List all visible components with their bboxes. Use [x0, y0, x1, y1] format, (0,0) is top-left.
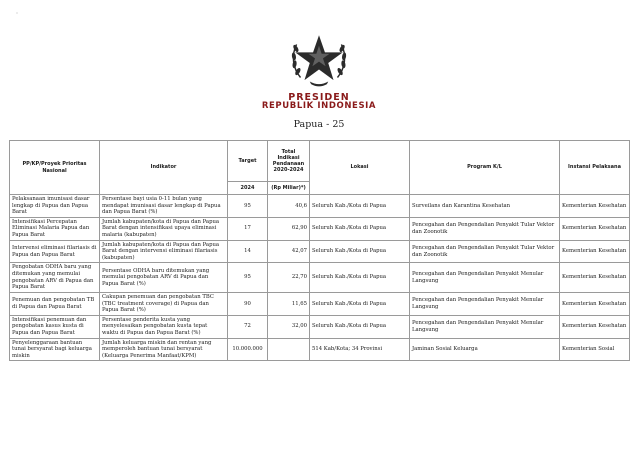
cell-program: Penyelenggaraan bantuan tunai bersyarat bagi keluarga miskin [10, 338, 100, 361]
subheader-pendanaan-unit: (Rp Miliar)*) [268, 182, 310, 195]
column-header-pendanaan: Total Indikasi Pendanaan 2020-2024 [268, 141, 310, 182]
cell-program-kl: Pencegahan dan Pengendalian Penyakit Menular Langsung [410, 315, 560, 338]
cell-program: Penemuan dan pengobatan TB di Papua dan Papua Barat [10, 292, 100, 315]
cell-target: 10.000.000 [228, 338, 268, 361]
cell-lokasi: 514 Kab/Kota; 34 Provinsi [310, 338, 410, 361]
cell-program-kl: Pencegahan dan Pengendalian Penyakit Menular Langsung [410, 263, 560, 292]
cell-instansi: Kementerian Kesehatan [560, 292, 630, 315]
cell-target: 14 [228, 240, 268, 263]
cell-indikator: Persentase bayi usia 0-11 bulan yang mendapat imunisasi dasar lengkap di Papua dan Papua Barat (%) [100, 195, 228, 218]
cell-program-kl: Jaminan Sosial Keluarga [410, 338, 560, 361]
cell-pendanaan [268, 338, 310, 361]
table-row [10, 315, 630, 338]
cell-lokasi: Seluruh Kab./Kota di Papua [310, 315, 410, 338]
table-row [10, 240, 630, 263]
column-header-instansi: Instansi Pelaksana [560, 141, 630, 195]
cell-target: 95 [228, 263, 268, 292]
table-header-row [10, 141, 630, 182]
cell-program: Intensifikasi penemuan dan pengobatan kasus kusta di Papua dan Papua Barat [10, 315, 100, 338]
cell-pendanaan: 62,90 [268, 217, 310, 240]
cell-lokasi: Seluruh Kab./Kota di Papua [310, 217, 410, 240]
table-row [10, 217, 630, 240]
brand-subtitle: REPUBLIK INDONESIA [261, 101, 377, 111]
cell-lokasi: Seluruh Kab./Kota di Papua [310, 195, 410, 218]
cell-indikator: Jumlah keluarga miskin dan rentan yang memperoleh bantuan tunai bersyarat (Keluarga Penerima Manfaat/KPM) [100, 338, 228, 361]
cell-indikator: Cakupan penemuan dan pengobatan TBC (TBC treatment coverage) di Papua dan Papua Barat (%) [100, 292, 228, 315]
cell-program-kl: Pencegahan dan Pengendalian Penyakit Tular Vektor dan Zoonotik [410, 217, 560, 240]
cell-lokasi: Seluruh Kab./Kota di Papua [310, 240, 410, 263]
cell-program-kl: Pencegahan dan Pengendalian Penyakit Menular Langsung [410, 292, 560, 315]
column-header-indikator: Indikator [100, 141, 228, 195]
priority-program-table [9, 140, 630, 361]
cell-program: Pengobatan ODHA baru yang ditemukan yang memulai pengobatan ARV di Papua dan Papua Barat [10, 263, 100, 292]
cell-target: 17 [228, 217, 268, 240]
cell-instansi: Kementerian Sosial [560, 338, 630, 361]
column-header-program: PP/KP/Proyek Prioritas Nasional [10, 141, 100, 195]
table-row [10, 263, 630, 292]
cell-instansi: Kementerian Kesehatan [560, 263, 630, 292]
cell-instansi: Kementerian Kesehatan [560, 315, 630, 338]
cell-target: 72 [228, 315, 268, 338]
garuda-star-emblem-icon [285, 26, 353, 92]
cell-target: 90 [228, 292, 268, 315]
subheader-target-year: 2024 [228, 182, 268, 195]
cell-target: 95 [228, 195, 268, 218]
cell-pendanaan: 22,70 [268, 263, 310, 292]
table-row [10, 292, 630, 315]
brand-title: PRESIDEN [288, 92, 350, 103]
column-header-target: Target [228, 141, 268, 182]
cell-instansi: Kementerian Kesehatan [560, 217, 630, 240]
cell-program: Intervensi eliminasi filariasis di Papua dan Papua Barat [10, 240, 100, 263]
column-header-program-kl: Program K/L [410, 141, 560, 195]
cell-instansi: Kementerian Kesehatan [560, 240, 630, 263]
cell-indikator: Persentase penderita kusta yang menyelesaikan pengobatan kusta tepat waktu di Papua dan Papua Barat (%) [100, 315, 228, 338]
scan-speck [16, 12, 18, 14]
cell-program: Intensifikasi Percepatan Eliminasi Malaria Papua dan Papua Barat [10, 217, 100, 240]
table-row [10, 195, 630, 218]
cell-program: Pelaksanaan imunisasi dasar lengkap di Papua dan Papua Barat [10, 195, 100, 218]
cell-indikator: Persentase ODHA baru ditemukan yang memulai pengobatan ARV di Papua dan Papua Barat (%) [100, 263, 228, 292]
cell-pendanaan: 40,6 [268, 195, 310, 218]
cell-pendanaan: 32,00 [268, 315, 310, 338]
cell-program-kl: Surveilans dan Karantina Kesehatan [410, 195, 560, 218]
cell-indikator: Jumlah kabupaten/kota di Papua dan Papua Barat dengan intervensi eliminasi filariasis (kabupaten) [100, 240, 228, 263]
cell-instansi: Kementerian Kesehatan [560, 195, 630, 218]
cell-indikator: Jumlah kabupaten/kota di Papua dan Papua Barat dengan intensifikasi upaya eliminasi malaria (kabupaten) [100, 217, 228, 240]
page-title: Papua - 25 [293, 119, 345, 130]
column-header-lokasi: Lokasi [310, 141, 410, 195]
cell-pendanaan: 42,07 [268, 240, 310, 263]
table-row [10, 338, 630, 361]
cell-lokasi: Seluruh Kab./Kota di Papua [310, 292, 410, 315]
cell-pendanaan: 11,65 [268, 292, 310, 315]
cell-program-kl: Pencegahan dan Pengendalian Penyakit Tular Vektor dan Zoonotik [410, 240, 560, 263]
cell-lokasi: Seluruh Kab./Kota di Papua [310, 263, 410, 292]
